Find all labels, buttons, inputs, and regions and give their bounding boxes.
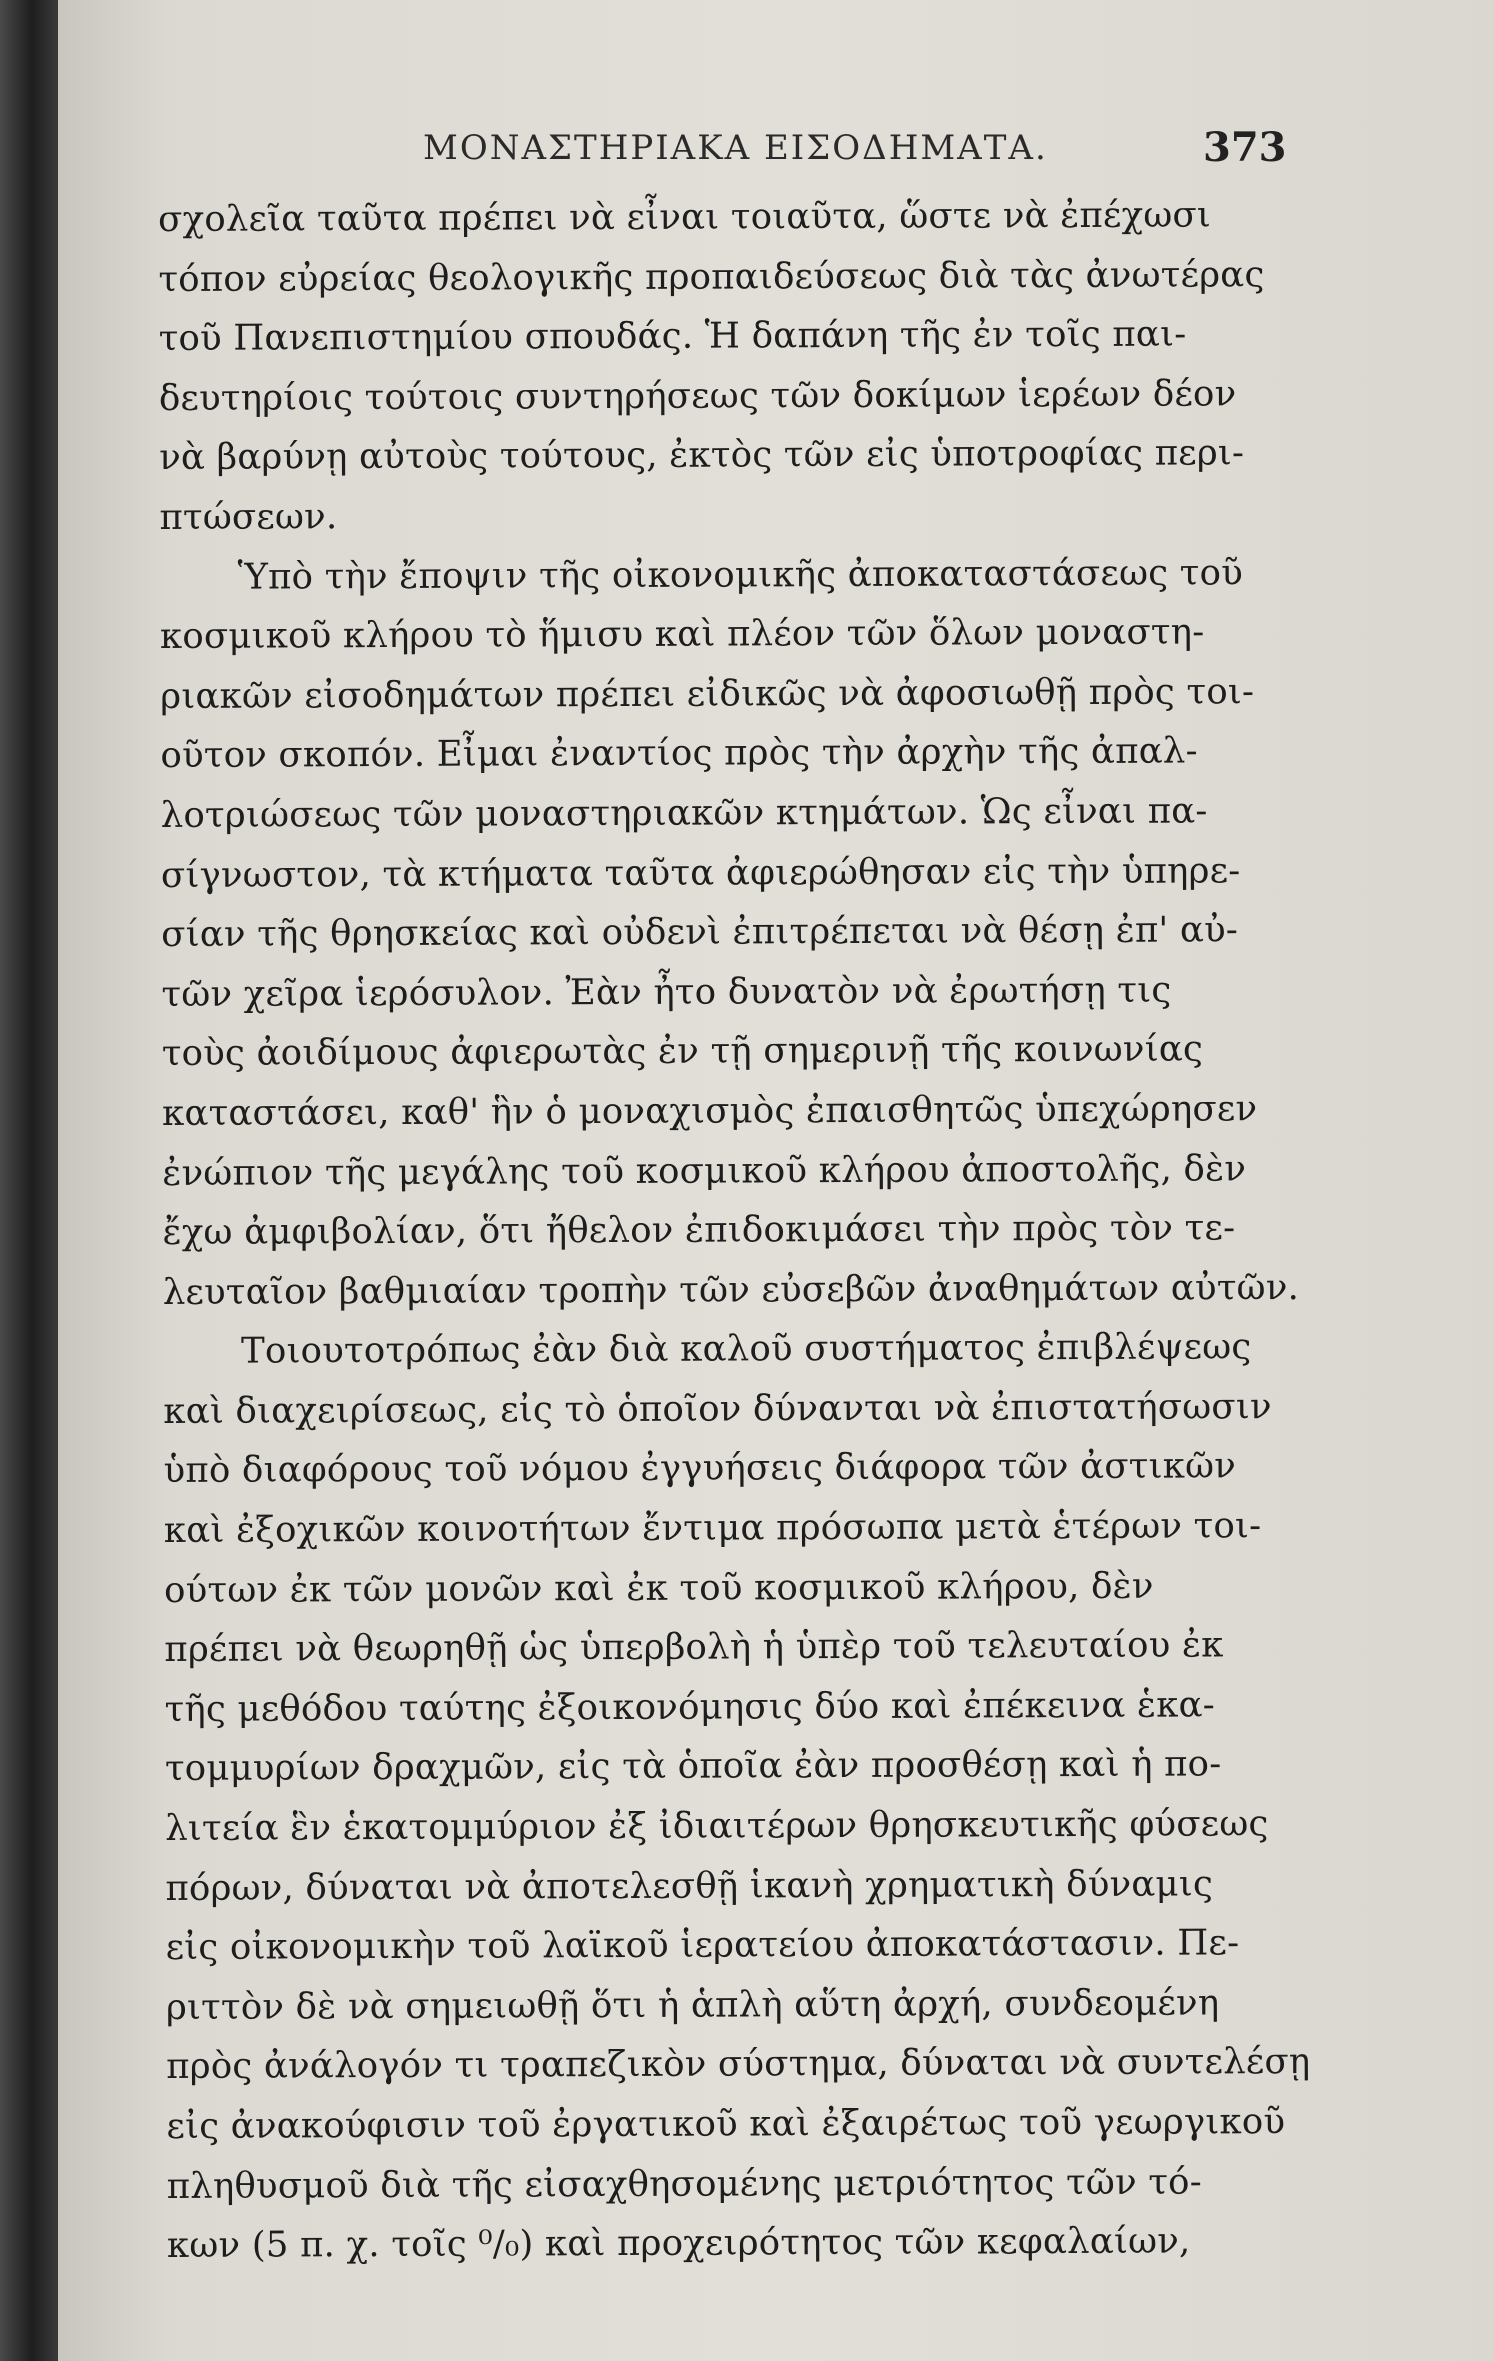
body-text <box>158 185 1337 2276</box>
text-line: κοσμικοῦ κλήρου τὸ ἥμισυ καὶ πλέον τῶν ὅλων μοναστη- <box>159 611 1205 658</box>
text-line: ριακῶν εἰσοδημάτων πρέπει εἰδικῶς νὰ ἀφοσιωθῇ πρὸς τοι- <box>160 670 1255 717</box>
text-line: σχολεῖα ταῦτα πρέπει νὰ εἶναι τοιαῦτα, ὥστε νὰ ἐπέχωσι <box>158 194 1212 240</box>
running-head <box>58 124 1494 184</box>
text-line: καὶ διαχειρίσεως, εἰς τὸ ὁποῖον δύνανται νὰ ἐπιστατήσωσιν <box>163 1386 1272 1432</box>
text-line: λευταῖον βαθμιαίαν τροπὴν τῶν εὐσεβῶν ἀναθημάτων αὐτῶν. <box>162 1266 1300 1313</box>
text-line: πληθυσμοῦ διὰ τῆς εἰσαχθησομένης μετριότητος τῶν τό- <box>166 2161 1202 2207</box>
text-line: καὶ ἐξοχικῶν κοινοτήτων ἔντιμα πρόσωπα μετὰ ἑτέρων τοι- <box>163 1505 1262 1552</box>
text-line: τόπον εὐρείας θεολογικῆς προπαιδεύσεως διὰ τὰς ἀνωτέρας <box>158 253 1265 300</box>
text-line: τοῦ Πανεπιστημίου σπουδάς. Ἡ δαπάνη τῆς ἐν τοῖς παι- <box>158 313 1187 360</box>
book-page <box>58 0 1494 2361</box>
text-line: ὑπὸ διαφόρους τοῦ νόμου ἐγγυήσεις διάφορα τῶν ἀστικῶν <box>163 1445 1237 1492</box>
text-line: τομμυρίων δραχμῶν, εἰς τὰ ὁποῖα ἐὰν προσθέσῃ καὶ ἡ πο- <box>164 1743 1222 1790</box>
text-line: εἰς οἰκονομικὴν τοῦ λαϊκοῦ ἱερατείου ἀποκατάστασιν. Πε- <box>165 1922 1240 1969</box>
book-binding-shadow <box>0 0 58 2361</box>
text-line: Τοιουτοτρόπως ἐὰν διὰ καλοῦ συστήματος ἐπιβλέψεως <box>240 1326 1252 1372</box>
text-line: καταστάσει, καθ' ἣν ὁ μοναχισμὸς ἐπαισθητῶς ὑπεχώρησεν <box>161 1088 1258 1134</box>
text-line: πρέπει νὰ θεωρηθῇ ὡς ὑπερβολὴ ἡ ὑπὲρ τοῦ τελευταίου ἐκ <box>164 1624 1224 1671</box>
text-line: ριττὸν δὲ νὰ σημειωθῇ ὅτι ἡ ἁπλὴ αὕτη ἀρχή, συνδεομένη <box>165 1982 1220 2028</box>
text-line: σίαν τῆς θρησκείας καὶ οὐδενὶ ἐπιτρέπεται νὰ θέσῃ ἐπ' αὐ- <box>161 909 1239 956</box>
text-line: ούτων ἐκ τῶν μονῶν καὶ ἐκ τοῦ κοσμικοῦ κλήρου, δὲν <box>164 1565 1154 1611</box>
text-line: λιτεία ἓν ἑκατομμύριον ἐξ ἰδιαιτέρων θρησκευτικῆς φύσεως <box>165 1803 1269 1850</box>
text-line: ἔχω ἀμφιβολίαν, ὅτι ἤθελον ἐπιδοκιμάσει τὴν πρὸς τὸν τε- <box>162 1207 1236 1254</box>
text-line: δευτηρίοις τούτοις συντηρήσεως τῶν δοκίμων ἱερέων δέον <box>158 373 1237 419</box>
page-number: 373 <box>1203 124 1287 171</box>
text-line: λοτριώσεως τῶν μοναστηριακῶν κτημάτων. Ὡς εἶναι πα- <box>160 790 1208 836</box>
running-title: ΜΟΝΑΣΤΗΡΙΑΚΑ ΕΙΣΟΔΗΜΑΤΑ. <box>423 128 1048 168</box>
text-line: νὰ βαρύνῃ αὐτοὺς τούτους, ἐκτὸς τῶν εἰς ὑποτροφίας περι- <box>159 432 1245 479</box>
text-line: ἐνώπιον τῆς μεγάλης τοῦ κοσμικοῦ κλήρου ἀποστολῆς, δὲν <box>162 1147 1247 1194</box>
text-line: πόρων, δύναται νὰ ἀποτελεσθῇ ἱκανὴ χρηματικὴ δύναμις <box>165 1863 1214 1909</box>
text-line: εἰς ἀνακούφισιν τοῦ ἐργατικοῦ καὶ ἐξαιρέτως τοῦ γεωργικοῦ <box>166 2101 1286 2147</box>
text-line: τοὺς ἀοιδίμους ἀφιερωτὰς ἐν τῇ σημερινῇ τῆς κοινωνίας <box>161 1028 1204 1075</box>
text-line: πτώσεων. <box>159 496 338 538</box>
text-line: Ὑπὸ τὴν ἔποψιν τῆς οἰκονομικῆς ἀποκαταστάσεως τοῦ <box>237 551 1244 598</box>
text-line: πρὸς ἀνάλογόν τι τραπεζικὸν σύστημα, δύναται νὰ συντελέσῃ <box>166 2041 1311 2088</box>
text-line: σίγνωστον, τὰ κτήματα ταῦτα ἀφιερώθησαν εἰς τὴν ὑπηρε- <box>160 849 1241 896</box>
text-line: τῶν χεῖρα ἱερόσυλον. Ἐὰν ἦτο δυνατὸν νὰ ἐρωτήσῃ τις <box>161 969 1172 1015</box>
text-line: τῆς μεθόδου ταύτης ἐξοικονόμησις δύο καὶ ἐπέκεινα ἑκα- <box>164 1684 1216 1730</box>
text-line: οῦτον σκοπόν. Εἶμαι ἐναντίος πρὸς τὴν ἀρχὴν τῆς ἀπαλ- <box>160 730 1198 777</box>
text-line: κων (5 π. χ. τοῖς ⁰/₀) καὶ προχειρότητος τῶν κεφαλαίων, <box>166 2220 1191 2267</box>
